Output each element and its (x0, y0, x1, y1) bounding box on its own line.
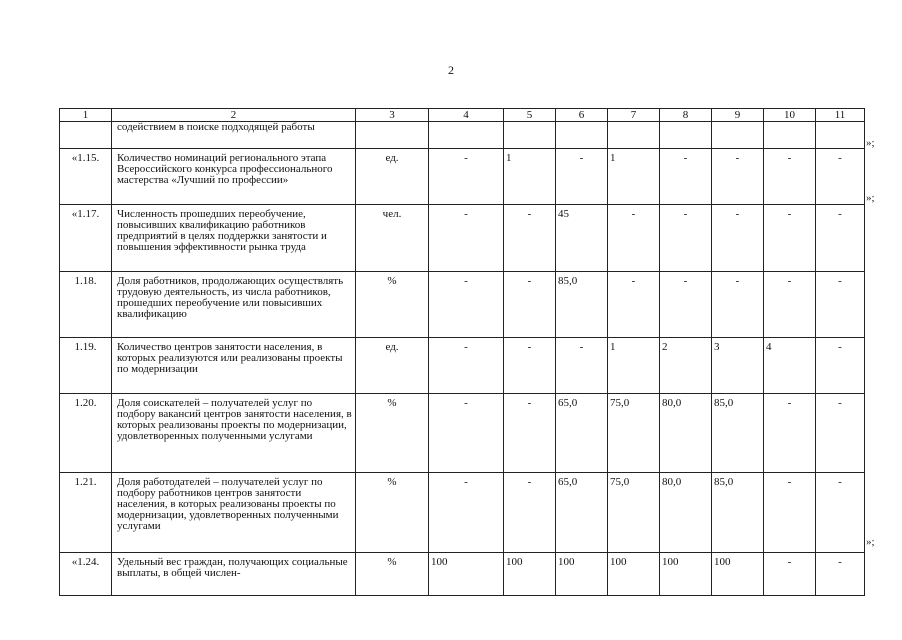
indicator-table (59, 108, 865, 596)
row-number: «1.17. (60, 205, 112, 272)
indicator-name: Доля работодателей – получателей услуг по подбору работников центров занятости населения, в которых реализованы проекты по модернизации, удовлетворенных полученными услугами (112, 473, 356, 553)
value-cell: 100 (429, 553, 504, 596)
value-cell: 100 (504, 553, 556, 596)
value-cell (504, 122, 556, 149)
value-cell: 65,0 (556, 394, 608, 473)
value-cell: - (764, 394, 816, 473)
value-cell (712, 122, 764, 149)
row-number (60, 122, 112, 149)
value-cell: 45 (556, 205, 608, 272)
value-cell: 100 (556, 553, 608, 596)
end-mark: »; (866, 137, 875, 149)
header-cell: 6 (556, 109, 608, 122)
indicator-name: Удельный вес граждан, получающих социальные выплаты, в общей числен- (112, 553, 356, 596)
table-row (60, 394, 865, 473)
value-cell: - (556, 149, 608, 205)
value-cell: - (429, 473, 504, 553)
table-row (60, 473, 865, 553)
value-cell: - (504, 473, 556, 553)
value-cell: - (816, 394, 865, 473)
value-cell: 65,0 (556, 473, 608, 553)
page-number: 2 (448, 63, 454, 77)
value-cell: - (712, 272, 764, 338)
header-cell: 8 (660, 109, 712, 122)
table-row (60, 553, 865, 596)
header-cell: 4 (429, 109, 504, 122)
header-cell: 3 (356, 109, 429, 122)
indicator-name: Доля работников, продолжающих осуществлять трудовую деятельность, из числа работников, прошедших переобучение или повысивших квалификацию (112, 272, 356, 338)
value-cell: 1 (608, 338, 660, 394)
row-number: 1.21. (60, 473, 112, 553)
value-cell: - (660, 272, 712, 338)
value-cell: - (429, 149, 504, 205)
value-cell: 3 (712, 338, 764, 394)
table-row (60, 205, 865, 272)
value-cell: 80,0 (660, 394, 712, 473)
value-cell: - (816, 149, 865, 205)
value-cell: - (712, 149, 764, 205)
value-cell: - (660, 205, 712, 272)
value-cell: - (764, 553, 816, 596)
header-cell: 7 (608, 109, 660, 122)
value-cell: - (429, 272, 504, 338)
end-mark: »; (866, 192, 875, 204)
value-cell: - (816, 338, 865, 394)
row-number: 1.19. (60, 338, 112, 394)
table-row (60, 122, 865, 149)
unit-cell: % (356, 553, 429, 596)
value-cell: - (608, 272, 660, 338)
table-row (60, 338, 865, 394)
value-cell: - (816, 205, 865, 272)
value-cell: - (429, 394, 504, 473)
value-cell: - (504, 205, 556, 272)
unit-cell: % (356, 272, 429, 338)
value-cell: 80,0 (660, 473, 712, 553)
value-cell: - (764, 149, 816, 205)
indicator-name: Доля соискателей – получателей услуг по подбору вакансий центров занятости населения, в которых реализованы проекты по модернизации, удовлетворенных полученными услугами (112, 394, 356, 473)
value-cell: 4 (764, 338, 816, 394)
row-number: 1.20. (60, 394, 112, 473)
unit-cell: чел. (356, 205, 429, 272)
value-cell: - (660, 149, 712, 205)
value-cell: - (429, 205, 504, 272)
header-row (60, 109, 865, 122)
header-cell: 2 (112, 109, 356, 122)
value-cell: - (764, 272, 816, 338)
header-cell: 1 (60, 109, 112, 122)
value-cell: 1 (504, 149, 556, 205)
value-cell: - (816, 272, 865, 338)
indicator-name: Численность прошедших переобучение, повысивших квалификацию работников предприятий в целях поддержки занятости и повышения эффективности рынка труда (112, 205, 356, 272)
value-cell: 75,0 (608, 473, 660, 553)
value-cell: 2 (660, 338, 712, 394)
value-cell: 75,0 (608, 394, 660, 473)
row-number: «1.24. (60, 553, 112, 596)
unit-cell: % (356, 394, 429, 473)
end-mark: »; (866, 536, 875, 548)
value-cell: - (504, 272, 556, 338)
table-row (60, 272, 865, 338)
unit-cell (356, 122, 429, 149)
unit-cell: ед. (356, 149, 429, 205)
value-cell: - (764, 473, 816, 553)
table-row (60, 149, 865, 205)
header-cell: 10 (764, 109, 816, 122)
value-cell: - (429, 338, 504, 394)
value-cell (816, 122, 865, 149)
value-cell (608, 122, 660, 149)
indicator-name: Количество центров занятости населения, в которых реализуются или реализованы проекты по модернизации (112, 338, 356, 394)
value-cell: - (504, 394, 556, 473)
value-cell: 85,0 (556, 272, 608, 338)
value-cell: - (712, 205, 764, 272)
value-cell: - (556, 338, 608, 394)
header-cell: 9 (712, 109, 764, 122)
value-cell (660, 122, 712, 149)
value-cell (429, 122, 504, 149)
indicator-name: содействием в поиске подходящей работы (112, 122, 356, 149)
value-cell: 100 (712, 553, 764, 596)
value-cell: - (816, 473, 865, 553)
value-cell: 100 (608, 553, 660, 596)
value-cell: - (764, 205, 816, 272)
unit-cell: % (356, 473, 429, 553)
value-cell: 85,0 (712, 394, 764, 473)
value-cell (556, 122, 608, 149)
value-cell (764, 122, 816, 149)
value-cell: - (816, 553, 865, 596)
value-cell: 100 (660, 553, 712, 596)
row-number: 1.18. (60, 272, 112, 338)
value-cell: - (504, 338, 556, 394)
value-cell: 1 (608, 149, 660, 205)
header-cell: 11 (816, 109, 865, 122)
unit-cell: ед. (356, 338, 429, 394)
indicator-name: Количество номинаций регионального этапа Всероссийского конкурса профессионального мастерства «Лучший по профессии» (112, 149, 356, 205)
row-number: «1.15. (60, 149, 112, 205)
header-cell: 5 (504, 109, 556, 122)
value-cell: - (608, 205, 660, 272)
value-cell: 85,0 (712, 473, 764, 553)
